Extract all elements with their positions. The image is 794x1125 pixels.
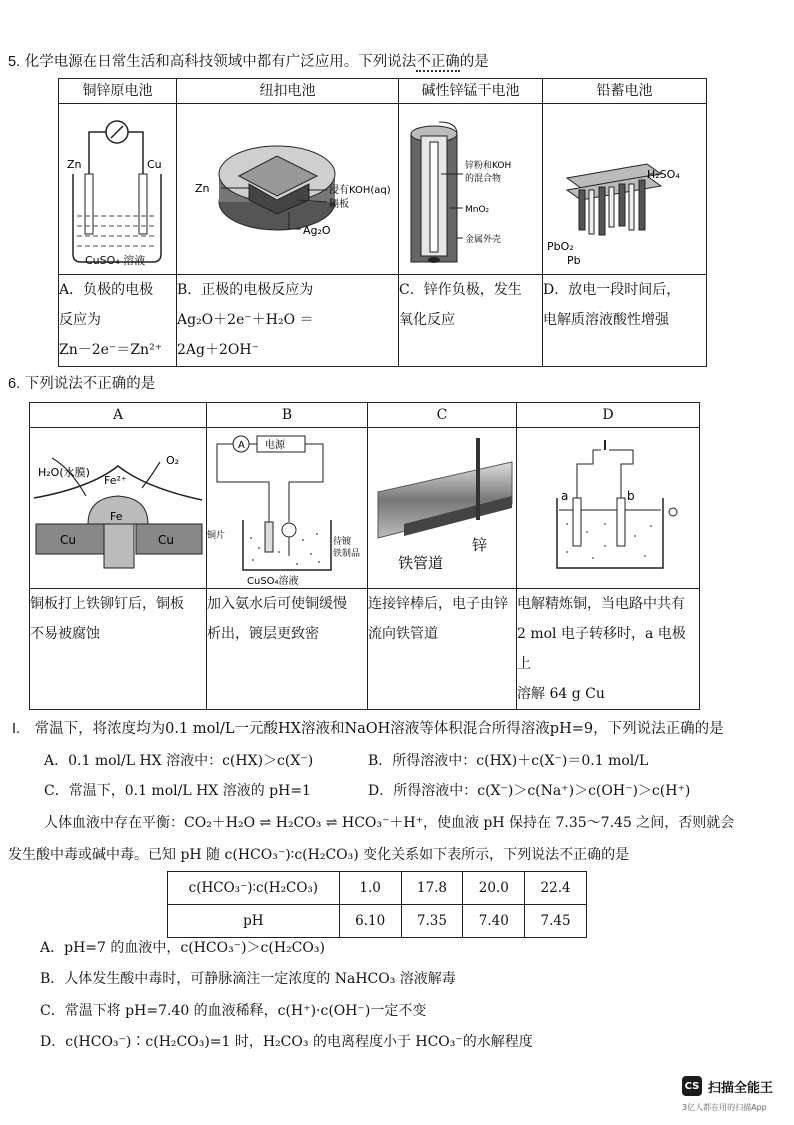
q6-option-a: 铜板打上铁铆钉后，铜板 不易被腐蚀 (30, 589, 207, 710)
ph-table-cell: 6.10 (339, 905, 401, 938)
q7-stem: I. 常温下，将浓度均为0.1 mol/L一元酸HX溶液和NaOH溶液等体积混合所得溶液pH=9，下列说法正确的是 (12, 721, 724, 737)
solution-label: CuSO₄溶液 (247, 576, 299, 587)
q6-header: D (517, 403, 700, 428)
zinc-label: 锌 (472, 536, 488, 554)
water-film-label: H₂O(水膜) (38, 466, 90, 479)
q8-option-b: B．人体发生酸中毒时，可静脉滴注一定浓度的 NaHCO₃ 溶液解毒 (40, 971, 456, 987)
scanner-logo (682, 1076, 773, 1096)
ph-table-row-label: c(HCO₃⁻)∶c(H₂CO₃) (168, 872, 340, 905)
q8-option-a: A．pH=7 的血液中，c(HCO₃⁻)＞c(H₂CO₃) (40, 940, 325, 956)
q6-option-d: 电解精炼铜，当电路中共有 2 mol 电子转移时，a 电极上 溶解 64 g Cu (517, 589, 700, 710)
q8-option-c: C．常温下将 pH=7.40 的血液稀释，c(H⁺)·c(OH⁻)一定不变 (40, 1003, 427, 1019)
q6-header: A (30, 403, 207, 428)
h2so4-label: H₂SO₄ (647, 168, 680, 181)
cu-label: Cu (60, 533, 76, 547)
q5-stem: 5. 化学电源在日常生活和高科技领域中都有广泛应用。下列说法不正确的是 (8, 54, 489, 70)
q6-header: C (368, 403, 517, 428)
ph-table-cell: 22.4 (525, 872, 587, 905)
pipe-zinc-diagram (368, 428, 516, 588)
mno2-label: MnO₂ (465, 205, 490, 215)
alkaline-cell-diagram (399, 104, 542, 274)
q5-header: 铅蓄电池 (543, 79, 707, 104)
pb-label: Pb (567, 254, 581, 267)
o2-label: O₂ (166, 454, 180, 467)
item-label-2: 铁制品 (333, 549, 361, 559)
scanner-tagline: 3亿人都在用的扫描App (682, 1103, 767, 1112)
q7-option-c: C．常温下，0.1 mol/L HX 溶液的 pH=1 (44, 783, 311, 799)
cu-label: Cu (147, 158, 162, 171)
fe-label: Fe (110, 510, 123, 523)
q5-option-c: C．锌作负极，发生 氧化反应 (399, 275, 543, 367)
q5-header: 碱性锌锰干电池 (399, 79, 543, 104)
copper-label: 铜片 (207, 531, 226, 541)
separator-label: 隔板 (329, 199, 349, 210)
koh-label: 浸有KOH(aq) (329, 185, 391, 196)
scanner-name: 扫描全能王 (708, 1080, 774, 1096)
zn-label: Zn (67, 158, 82, 171)
ph-table-cell: 7.45 (525, 905, 587, 938)
q5-option-d: D．放电一段时间后， 电解质溶液酸性增强 (543, 275, 707, 367)
electrode-b-label: b (627, 489, 635, 503)
q5-header: 纽扣电池 (177, 79, 399, 104)
electrode-a-label: a (561, 489, 569, 503)
button-cell-diagram (177, 104, 398, 274)
q6-stem: 6. 下列说法不正确的是 (8, 376, 156, 392)
q5-option-b: B．正极的电极反应为 Ag₂O＋2e⁻＋H₂O ＝ 2Ag＋2OH⁻ (177, 275, 399, 367)
power-label: 电源 (265, 440, 285, 451)
cu-label-2: Cu (158, 533, 174, 547)
cs-badge-icon: CS (682, 1076, 702, 1096)
zn-label: Zn (195, 182, 210, 195)
copper-zinc-cell-diagram (59, 104, 176, 274)
ph-table-row-label: pH (168, 905, 340, 938)
q5-option-a: A．负极的电极 反应为 Zn－2e⁻＝Zn²⁺ (59, 275, 177, 367)
q6-option-b: 加入氨水后可使铜缓慢 析出，镀层更致密 (207, 589, 368, 710)
ag2o-label: Ag₂O (303, 224, 331, 237)
q7-option-a: A．0.1 mol/L HX 溶液中：c(HX)＞c(X⁻) (44, 753, 314, 769)
q6-header: B (207, 403, 368, 428)
q8-stem-line1: 人体血液中存在平衡：CO₂＋H₂O ⇌ H₂CO₃ ⇌ HCO₃⁻＋H⁺，使血液 pH 保持在 7.35～7.45 之间，否则就会 (44, 815, 735, 831)
mix-label: 锌粉和KOH (465, 161, 512, 171)
copper-refining-diagram (517, 428, 699, 588)
q5-header: 铜锌原电池 (59, 79, 177, 104)
solution-label: CuSO₄ 溶液 (85, 254, 146, 267)
rivet-corrosion-diagram (30, 428, 206, 588)
fe2-label: Fe²⁺ (104, 474, 127, 487)
shell-label: 金属外壳 (465, 235, 502, 245)
electroplating-diagram (207, 428, 367, 588)
ph-table (167, 871, 587, 938)
pbo2-label: PbO₂ (547, 240, 574, 253)
mix-label-2: 的混合物 (465, 174, 502, 184)
q6-option-c: 连接锌棒后，电子由锌 流向铁管道 (368, 589, 517, 710)
ph-table-cell: 1.0 (339, 872, 401, 905)
ph-table-cell: 17.8 (401, 872, 463, 905)
ph-table-cell: 20.0 (463, 872, 525, 905)
ph-table-cell: 7.40 (463, 905, 525, 938)
q8-option-d: D．c(HCO₃⁻)∶c(H₂CO₃)=1 时，H₂CO₃ 的电离程度小于 HCO₃⁻的水解程度 (40, 1034, 533, 1050)
ph-table-cell: 7.35 (401, 905, 463, 938)
iron-pipe-label: 铁管道 (398, 554, 444, 572)
q6-table (29, 402, 700, 710)
item-label: 待镀 (333, 537, 352, 547)
ammeter-label: A (238, 440, 245, 451)
q7-option-b: B．所得溶液中：c(HX)＋c(X⁻)＝0.1 mol/L (368, 753, 649, 769)
q7-option-d: D．所得溶液中：c(X⁻)＞c(Na⁺)＞c(OH⁻)＞c(H⁺) (368, 783, 691, 799)
lead-acid-cell-diagram (543, 104, 706, 274)
q8-stem-line2: 发生酸中毒或碱中毒。已知 pH 随 c(HCO₃⁻)∶c(H₂CO₃) 变化关系如下表所示，下列说法不正确的是 (8, 847, 630, 863)
q5-table (58, 78, 707, 367)
